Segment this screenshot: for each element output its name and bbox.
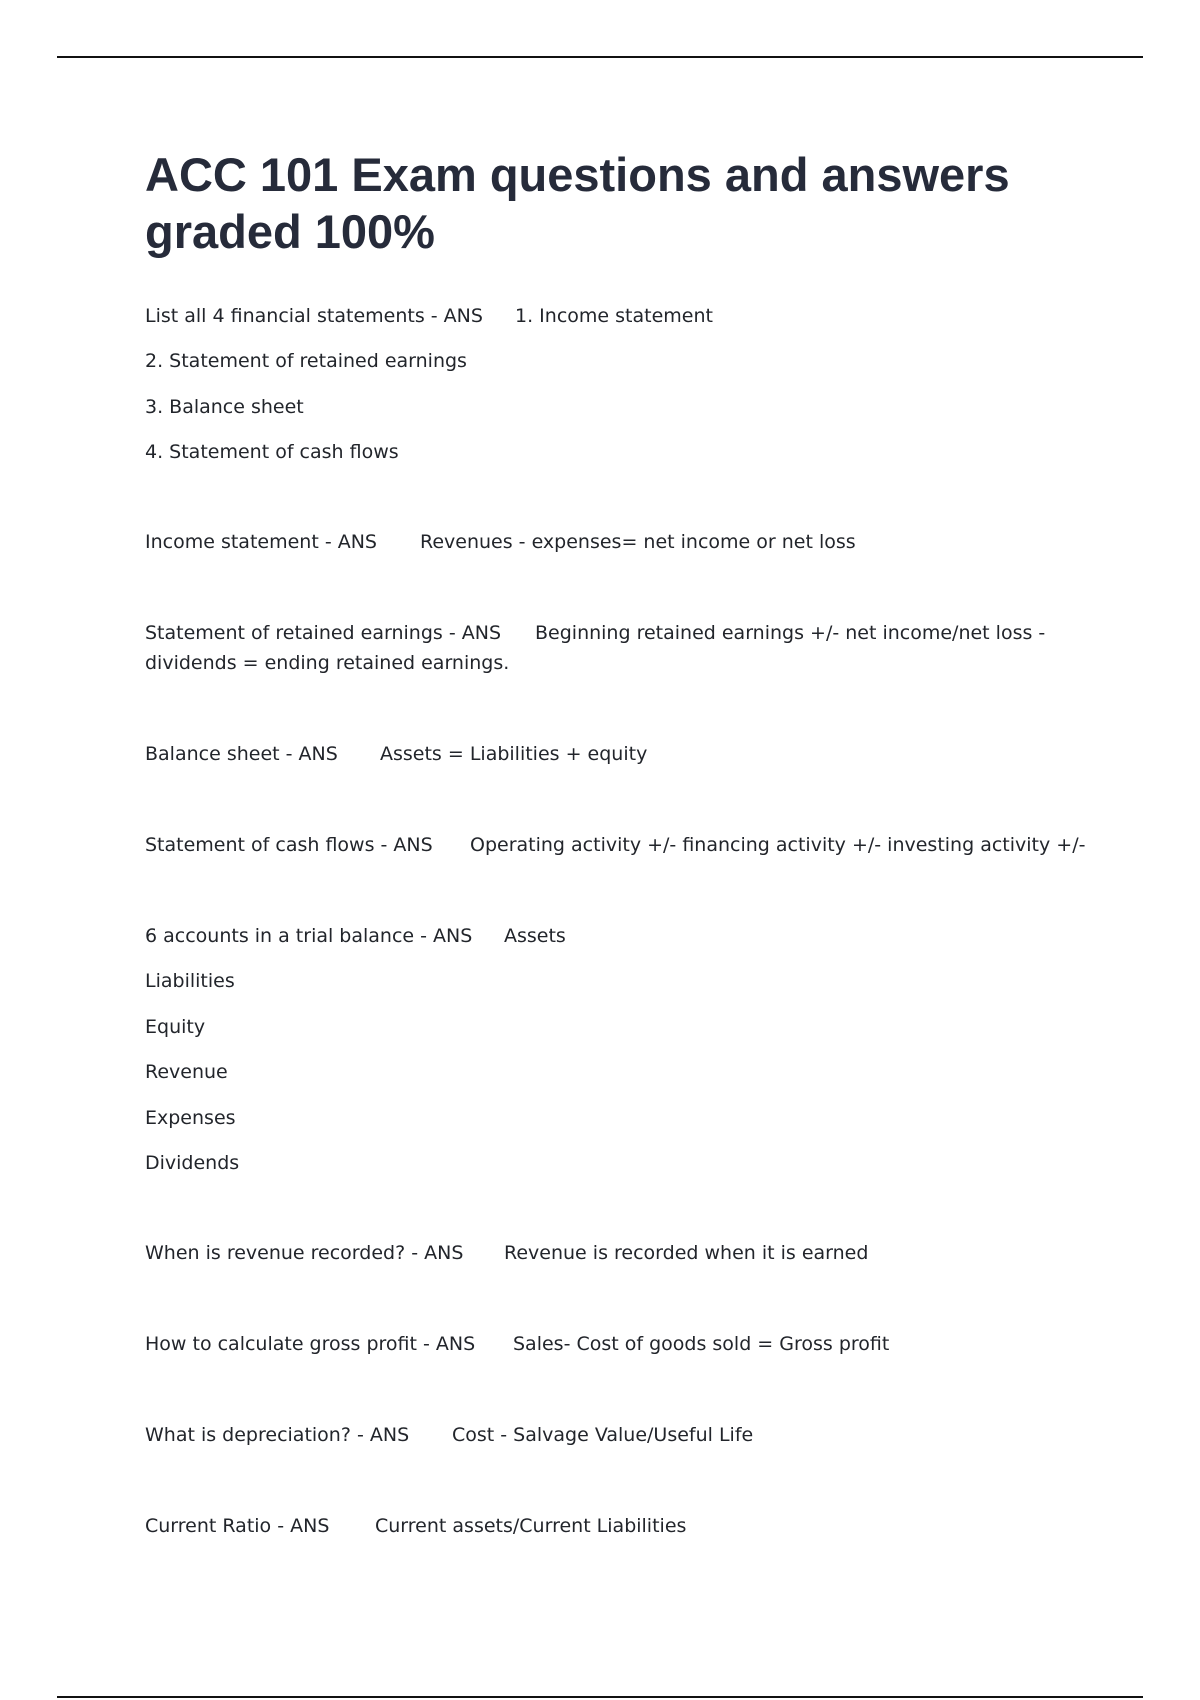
answer-continuation: Expenses [145,1107,236,1129]
answer-continuation: Liabilities [145,970,235,992]
answer-continuation: 4. Statement of cash flows [145,441,399,463]
question-text: Income statement - ANS [145,531,377,553]
question-text: Current Ratio - ANS [145,1515,330,1537]
qa-item-trial-balance [145,921,566,951]
answer-text: Revenues - expenses= net income or net loss [420,531,856,553]
answer-continuation: 3. Balance sheet [145,396,304,418]
qa-item-current-ratio [145,1511,687,1541]
answer-text: Operating activity +/- financing activity +/- investing activity +/- [470,834,1086,856]
answer-continuation: 2. Statement of retained earnings [145,350,467,372]
answer-continuation: Revenue [145,1061,228,1083]
answer-text: Sales- Cost of goods sold = Gross profit [513,1333,890,1355]
qa-item-cash-flows [145,830,1086,860]
qa-item-revenue-recorded [145,1238,869,1268]
answer-text: Assets [504,925,566,947]
answer-text: Cost - Salvage Value/Useful Life [452,1424,754,1446]
answer-continuation: Equity [145,1016,206,1038]
answer-continuation: dividends = ending retained earnings. [145,652,510,674]
answer-text: Assets = Liabilities + equity [380,743,648,765]
question-text: When is revenue recorded? - ANS [145,1242,464,1264]
answer-continuation: Dividends [145,1152,240,1174]
answer-text: Beginning retained earnings +/- net income/net loss - [535,622,1046,644]
document-title: ACC 101 Exam questions and answers graded 100% [145,148,1010,258]
qa-item-gross-profit [145,1329,890,1359]
question-text: Balance sheet - ANS [145,743,338,765]
question-text: What is depreciation? - ANS [145,1424,410,1446]
top-divider [57,56,1143,58]
question-text: Statement of cash flows - ANS [145,834,433,856]
question-text: How to calculate gross profit - ANS [145,1333,476,1355]
question-text: Statement of retained earnings - ANS [145,622,501,644]
bottom-divider [57,1696,1143,1698]
answer-text: Revenue is recorded when it is earned [504,1242,869,1264]
qa-item-balance-sheet [145,739,648,769]
qa-item-retained-earnings [145,618,1046,648]
qa-item-depreciation [145,1420,754,1450]
answer-text: 1. Income statement [515,305,713,327]
question-text: 6 accounts in a trial balance - ANS [145,925,473,947]
qa-item-income-statement [145,527,856,557]
qa-item-financial-statements [145,301,713,331]
question-text: List all 4 financial statements - ANS [145,305,483,327]
answer-text: Current assets/Current Liabilities [375,1515,687,1537]
